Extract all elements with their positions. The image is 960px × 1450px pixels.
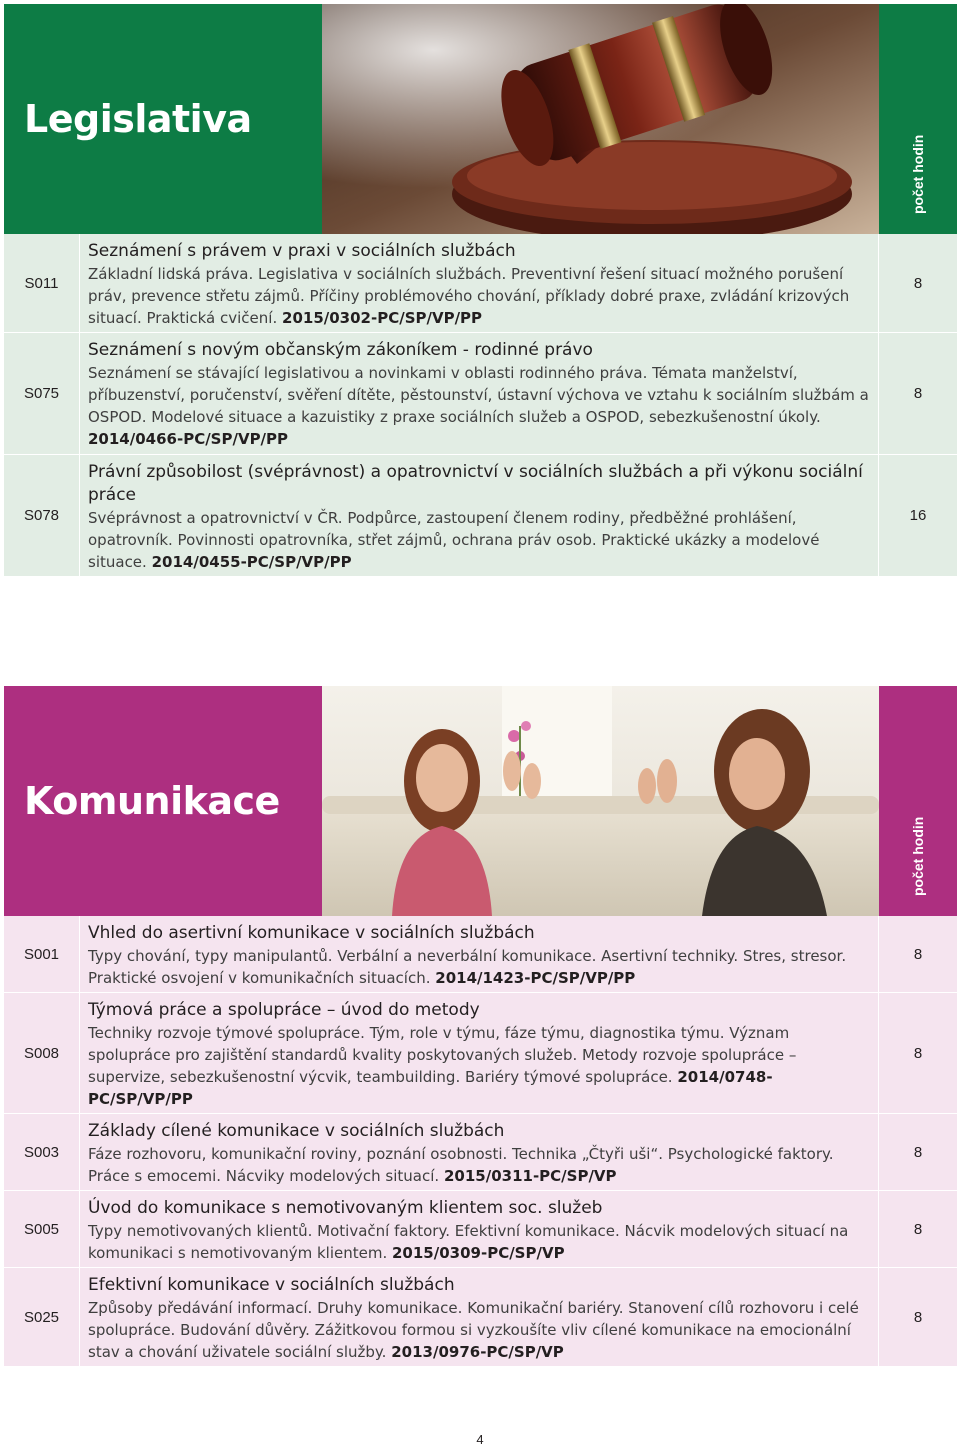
course-code: S001 (4, 916, 80, 992)
hours-label: počet hodin (910, 816, 926, 896)
accreditation-number: 2014/0455-PC/SP/VP/PP (151, 553, 352, 571)
course-hours: 16 (909, 507, 927, 524)
course-row (4, 993, 957, 1114)
course-description (88, 945, 870, 989)
course-body (80, 455, 879, 576)
page-number: 4 (476, 1432, 484, 1447)
course-code: S078 (4, 455, 80, 576)
course-code: S008 (4, 993, 80, 1113)
course-desc-text: Typy nemotivovaných klientů. Motivační faktory. Efektivní komunikace. Nácvik modelových situací na komunikaci s nemotivovaným klientem. (88, 1222, 849, 1262)
course-description (88, 1297, 870, 1363)
course-code: S003 (4, 1114, 80, 1190)
accreditation-number: 2013/0976-PC/SP/VP (391, 1343, 564, 1361)
course-row (4, 1191, 957, 1268)
accreditation-number: 2015/0302-PC/SP/VP/PP (282, 309, 483, 327)
section-legislativa (4, 4, 957, 577)
course-desc-text: Typy chování, typy manipulantů. Verbální a neverbální komunikace. Asertivní techniky. Stres, stresor. Praktické osvojení v komunikačních situacích. (88, 947, 847, 987)
course-title: Úvod do komunikace s nemotivovaným klientem soc. služeb (88, 1198, 603, 1218)
course-body (80, 333, 879, 454)
course-title: Týmová práce a spolupráce – úvod do metody (88, 1000, 480, 1020)
course-row (4, 916, 957, 993)
course-hours: 8 (913, 274, 923, 292)
accreditation-number: 2015/0309-PC/SP/VP (392, 1244, 565, 1262)
hours-column-header (879, 686, 957, 916)
course-description (88, 1220, 870, 1264)
course-description (88, 362, 870, 450)
course-hours: 8 (913, 1308, 923, 1326)
course-desc-text: Seznámení se stávající legislativou a novinkami v oblasti rodinného práva. Témata manželství, příbuzenství, poručenství, svěření dítěte, pěstounství, ústavní výchova ve vztahu k sociálním službám a OSPOD. Modelové situace a kazuistiky z praxe sociálních služeb a OSPOD, sebezkušenostní úkoly. (88, 364, 869, 426)
course-desc-text: Způsoby předávání informací. Druhy komunikace. Komunikační bariéry. Stanovení cílů rozhovoru i celé spolupráce. Budování důvěry. Zážitkovou formou si vyzkoušíte vliv cílené komunikace na emocionální stav a chování uživatele sociální služby. (88, 1299, 859, 1361)
course-title: Efektivní komunikace v sociálních službách (88, 1275, 455, 1295)
section-header (4, 4, 957, 234)
course-description (88, 1143, 870, 1187)
course-title: Základy cílené komunikace v sociálních službách (88, 1121, 505, 1141)
course-hours: 8 (913, 1044, 923, 1062)
course-row (4, 455, 957, 577)
section-title: Legislativa (24, 97, 252, 141)
section-header (4, 686, 957, 916)
section-title: Komunikace (24, 779, 280, 823)
accreditation-number: 2014/0748-PC/SP/VP/PP (88, 1068, 773, 1108)
course-hours: 8 (913, 945, 923, 963)
course-code: S075 (4, 333, 80, 454)
course-body (80, 1268, 879, 1366)
course-hours: 8 (913, 1143, 923, 1161)
course-title: Seznámení s novým občanským zákoníkem - rodinné právo (88, 340, 593, 360)
course-desc-text: Techniky rozvoje týmové spolupráce. Tým, role v týmu, fáze týmu, diagnostika týmu. Význam spolupráce pro zajištění standardů kvality poskytovaných služeb. Metody rozvoje spolupráce – supervize, sebezkušenostní výcvik, teambuilding. Bariéry týmové spolupráce. (88, 1024, 797, 1086)
course-title: Právní způsobilost (svéprávnost) a opatrovnictví v sociálních službách a při výkonu sociální práce (88, 462, 863, 505)
course-code: S011 (4, 234, 80, 332)
gavel-photo (322, 4, 879, 234)
course-desc-text: Základní lidská práva. Legislativa v sociálních službách. Preventivní řešení situací možného porušení práv, prevence střetu zájmů. Příčiny problémového chování, příklady dobré praxe, zvládání krizových situací. Praktická cvičení. (88, 265, 850, 327)
women-communicating-photo (322, 686, 879, 916)
course-body (80, 1114, 879, 1190)
accreditation-number: 2014/1423-PC/SP/VP/PP (435, 969, 636, 987)
course-body (80, 1191, 879, 1267)
hours-label: počet hodin (910, 134, 926, 214)
course-description (88, 507, 870, 573)
course-row (4, 333, 957, 455)
course-row (4, 1268, 957, 1367)
course-code: S025 (4, 1268, 80, 1366)
course-desc-text: Fáze rozhovoru, komunikační roviny, poznání osobnosti. Technika „Čtyři uši“. Psychologické faktory. Práce s emocemi. Nácviky modelových situací. (88, 1145, 834, 1185)
course-hours: 8 (913, 1220, 923, 1238)
gavel-image (322, 4, 879, 234)
course-hours: 8 (913, 385, 923, 402)
course-description (88, 1022, 870, 1110)
course-title: Vhled do asertivní komunikace v sociálních službách (88, 923, 535, 943)
accreditation-number: 2015/0311-PC/SP/VP (443, 1167, 617, 1185)
women-image (322, 686, 879, 916)
course-title: Seznámení s právem v praxi v sociálních službách (88, 241, 516, 261)
course-desc-text: Svéprávnost a opatrovnictví v ČR. Podpůrce, zastoupení členem rodiny, předběžné prohlášení, opatrovník. Povinnosti opatrovníka, střet zájmů, ochrana práv osob. Praktické ukázky a modelové situace. (88, 509, 820, 571)
course-body (80, 993, 879, 1113)
course-code: S005 (4, 1191, 80, 1267)
course-body (80, 916, 879, 992)
section-komunikace (4, 686, 957, 1367)
course-body (80, 234, 879, 332)
accreditation-number: 2014/0466-PC/SP/VP/PP (88, 430, 289, 448)
course-description (88, 263, 870, 329)
course-row (4, 234, 957, 333)
section-title-box (4, 4, 322, 234)
hours-column-header (879, 4, 957, 234)
section-title-box (4, 686, 322, 916)
course-row (4, 1114, 957, 1191)
